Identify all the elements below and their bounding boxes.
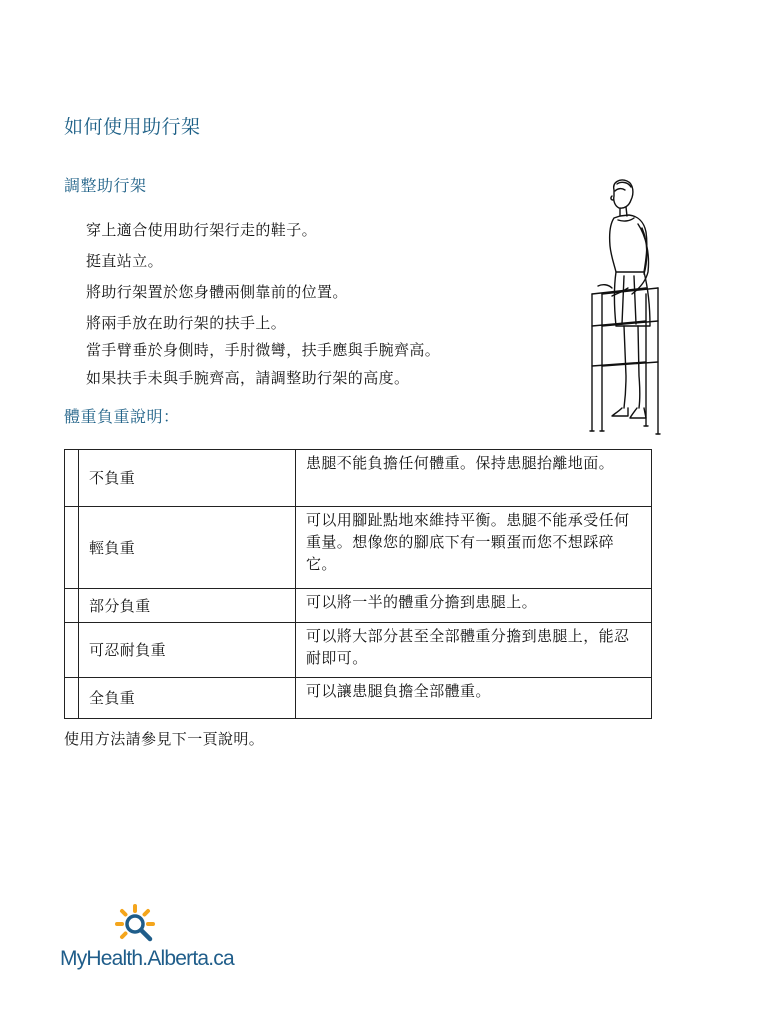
weight-bearing-table [64, 449, 652, 719]
description-cell: 可以用腳趾點地來維持平衡。患腿不能承受任何重量。想像您的腳底下有一顆蛋而您不想踩碎它。 [296, 507, 652, 589]
table-row [65, 589, 652, 623]
logo-text: MyHealth.Alberta.ca [60, 947, 234, 970]
table-row [65, 678, 652, 719]
page-title: 如何使用助行架 [64, 116, 201, 138]
step-item: 如果扶手未與手腕齊高，請調整助行架的高度。 [86, 369, 410, 387]
table-row [65, 507, 652, 589]
term-cell: 輕負重 [79, 507, 296, 589]
description-cell: 可以將大部分甚至全部體重分擔到患腿上，能忍耐即可。 [296, 623, 652, 678]
sun-magnifier-icon [114, 903, 160, 949]
step-item: 穿上適合使用助行架行走的鞋子。 [86, 221, 318, 239]
adjust-steps-list [86, 215, 440, 394]
description-cell: 可以讓患腿負擔全部體重。 [296, 678, 652, 719]
term-cell: 不負重 [79, 450, 296, 507]
term-cell: 可忍耐負重 [79, 623, 296, 678]
person-with-walker-illustration [584, 176, 674, 441]
term-cell: 部分負重 [79, 589, 296, 623]
step-item: 將兩手放在助行架的扶手上。 [86, 314, 287, 332]
step-item: 將助行架置於您身體兩側靠前的位置。 [86, 283, 348, 301]
term-cell: 全負重 [79, 678, 296, 719]
row-marker-cell [65, 589, 79, 623]
step-item: 挺直站立。 [86, 252, 164, 270]
table-row [65, 623, 652, 678]
row-marker-cell [65, 450, 79, 507]
myhealth-logo [60, 903, 234, 978]
step-item: 當手臂垂於身側時，手肘微彎，扶手應與手腕齊高。 [86, 341, 441, 359]
footer-note: 使用方法請參見下一頁說明。 [64, 730, 265, 748]
row-marker-cell [65, 678, 79, 719]
table-row [65, 450, 652, 507]
adjust-section-heading: 調整助行架 [64, 176, 147, 195]
description-cell: 可以將一半的體重分擔到患腿上。 [296, 589, 652, 623]
description-cell: 患腿不能負擔任何體重。保持患腿抬離地面。 [296, 450, 652, 507]
row-marker-cell [65, 507, 79, 589]
row-marker-cell [65, 623, 79, 678]
weight-bearing-heading: 體重負重說明： [64, 407, 180, 426]
